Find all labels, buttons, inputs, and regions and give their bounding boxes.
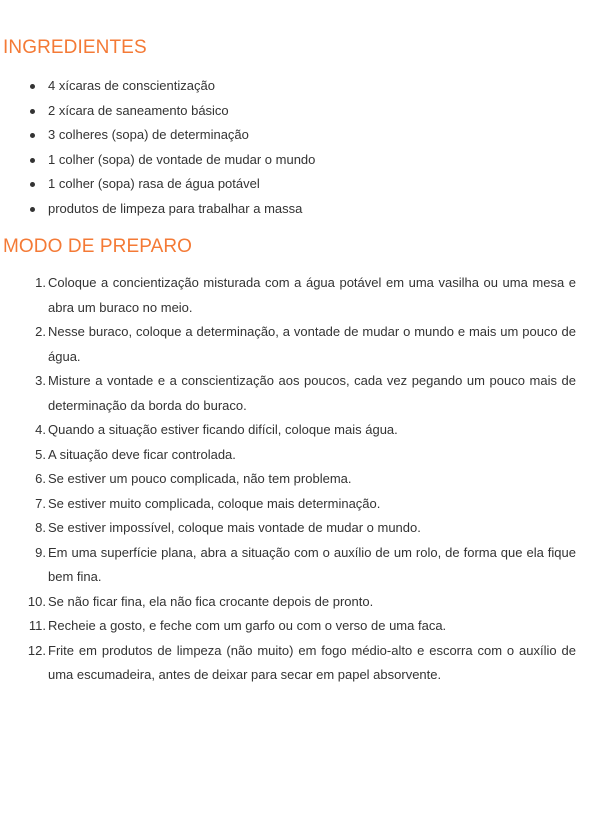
step-text: Misture a vontade e a conscientização aos poucos, cada vez pegando um pouco mais de determinação da borda do buraco. xyxy=(48,373,576,413)
ingredients-heading: INGREDIENTES xyxy=(3,37,147,58)
ingredient-text: 1 colher (sopa) rasa de água potável xyxy=(48,176,260,192)
step-text: A situação deve ficar controlada. xyxy=(48,446,236,462)
ingredient-item xyxy=(0,148,315,173)
bullet-icon xyxy=(30,182,35,187)
step-text: Se estiver um pouco complicada, não tem problema. xyxy=(48,471,352,486)
step-text: Quando a situação estiver ficando difícil, coloque mais água. xyxy=(48,422,398,437)
step-number: 12. xyxy=(27,642,46,658)
step-text: Se estiver impossível, coloque mais vontade de mudar o mundo. xyxy=(48,520,421,535)
step-number: 6. xyxy=(35,471,46,486)
ingredient-item xyxy=(0,123,315,148)
step-text: Se estiver muito complicada, coloque mais determinação. xyxy=(48,495,381,511)
ingredient-item xyxy=(0,172,315,197)
preparation-heading: MODO DE PREPARO xyxy=(3,236,193,257)
ingredient-text: 2 xícara de saneamento básico xyxy=(48,102,229,118)
step-number: 4. xyxy=(35,422,46,437)
bullet-icon xyxy=(30,84,35,89)
step-item xyxy=(0,492,576,517)
step-text: Frite em produtos de limpeza (não muito) em fogo médio-alto e escorra com o auxílio de uma escumadeira, antes de deixar para secar em papel absorvente. xyxy=(48,642,576,682)
step-number: 3. xyxy=(35,373,46,388)
step-number: 2. xyxy=(35,324,46,339)
step-item xyxy=(0,443,576,468)
step-number: 10. xyxy=(27,593,46,609)
step-number: 11. xyxy=(28,618,46,633)
step-number: 7. xyxy=(35,495,46,511)
bullet-icon xyxy=(30,207,35,212)
ingredients-list xyxy=(0,74,315,222)
ingredient-item xyxy=(0,197,315,222)
bullet-icon xyxy=(30,133,35,138)
step-number: 5. xyxy=(35,446,46,462)
step-number: 1. xyxy=(35,275,46,290)
ingredient-item xyxy=(0,99,315,124)
step-text: Em uma superfície plana, abra a situação com o auxílio de um rolo, de forma que ela fique bem fina. xyxy=(48,544,576,584)
step-item xyxy=(0,541,576,590)
bullet-icon xyxy=(30,109,35,114)
bullet-icon xyxy=(30,158,35,163)
step-item xyxy=(0,614,576,639)
ingredient-text: 1 colher (sopa) de vontade de mudar o mundo xyxy=(48,151,316,167)
step-item xyxy=(0,590,576,615)
step-item xyxy=(0,418,576,443)
step-item xyxy=(0,271,576,320)
step-text: Se não ficar fina, ela não fica crocante depois de pronto. xyxy=(48,593,374,609)
step-item xyxy=(0,467,576,492)
ingredient-text: produtos de limpeza para trabalhar a massa xyxy=(48,200,303,216)
step-item xyxy=(0,516,576,541)
ingredient-item xyxy=(0,74,315,99)
ingredient-text: 3 colheres (sopa) de determinação xyxy=(48,127,249,143)
step-text: Coloque a concientização misturada com a água potável em uma vasilha ou uma mesa e abra um buraco no meio. xyxy=(48,275,576,315)
step-number: 8. xyxy=(35,520,46,535)
ingredient-text: 4 xícaras de conscientização xyxy=(48,78,215,93)
step-item xyxy=(0,369,576,418)
preparation-steps-list xyxy=(0,271,590,688)
step-text: Nesse buraco, coloque a determinação, a vontade de mudar o mundo e mais um pouco de água. xyxy=(48,324,576,364)
step-text: Recheie a gosto, e feche com um garfo ou com o verso de uma faca. xyxy=(48,618,447,633)
step-number: 9. xyxy=(35,544,46,560)
step-item xyxy=(0,320,576,369)
step-item xyxy=(0,639,576,688)
